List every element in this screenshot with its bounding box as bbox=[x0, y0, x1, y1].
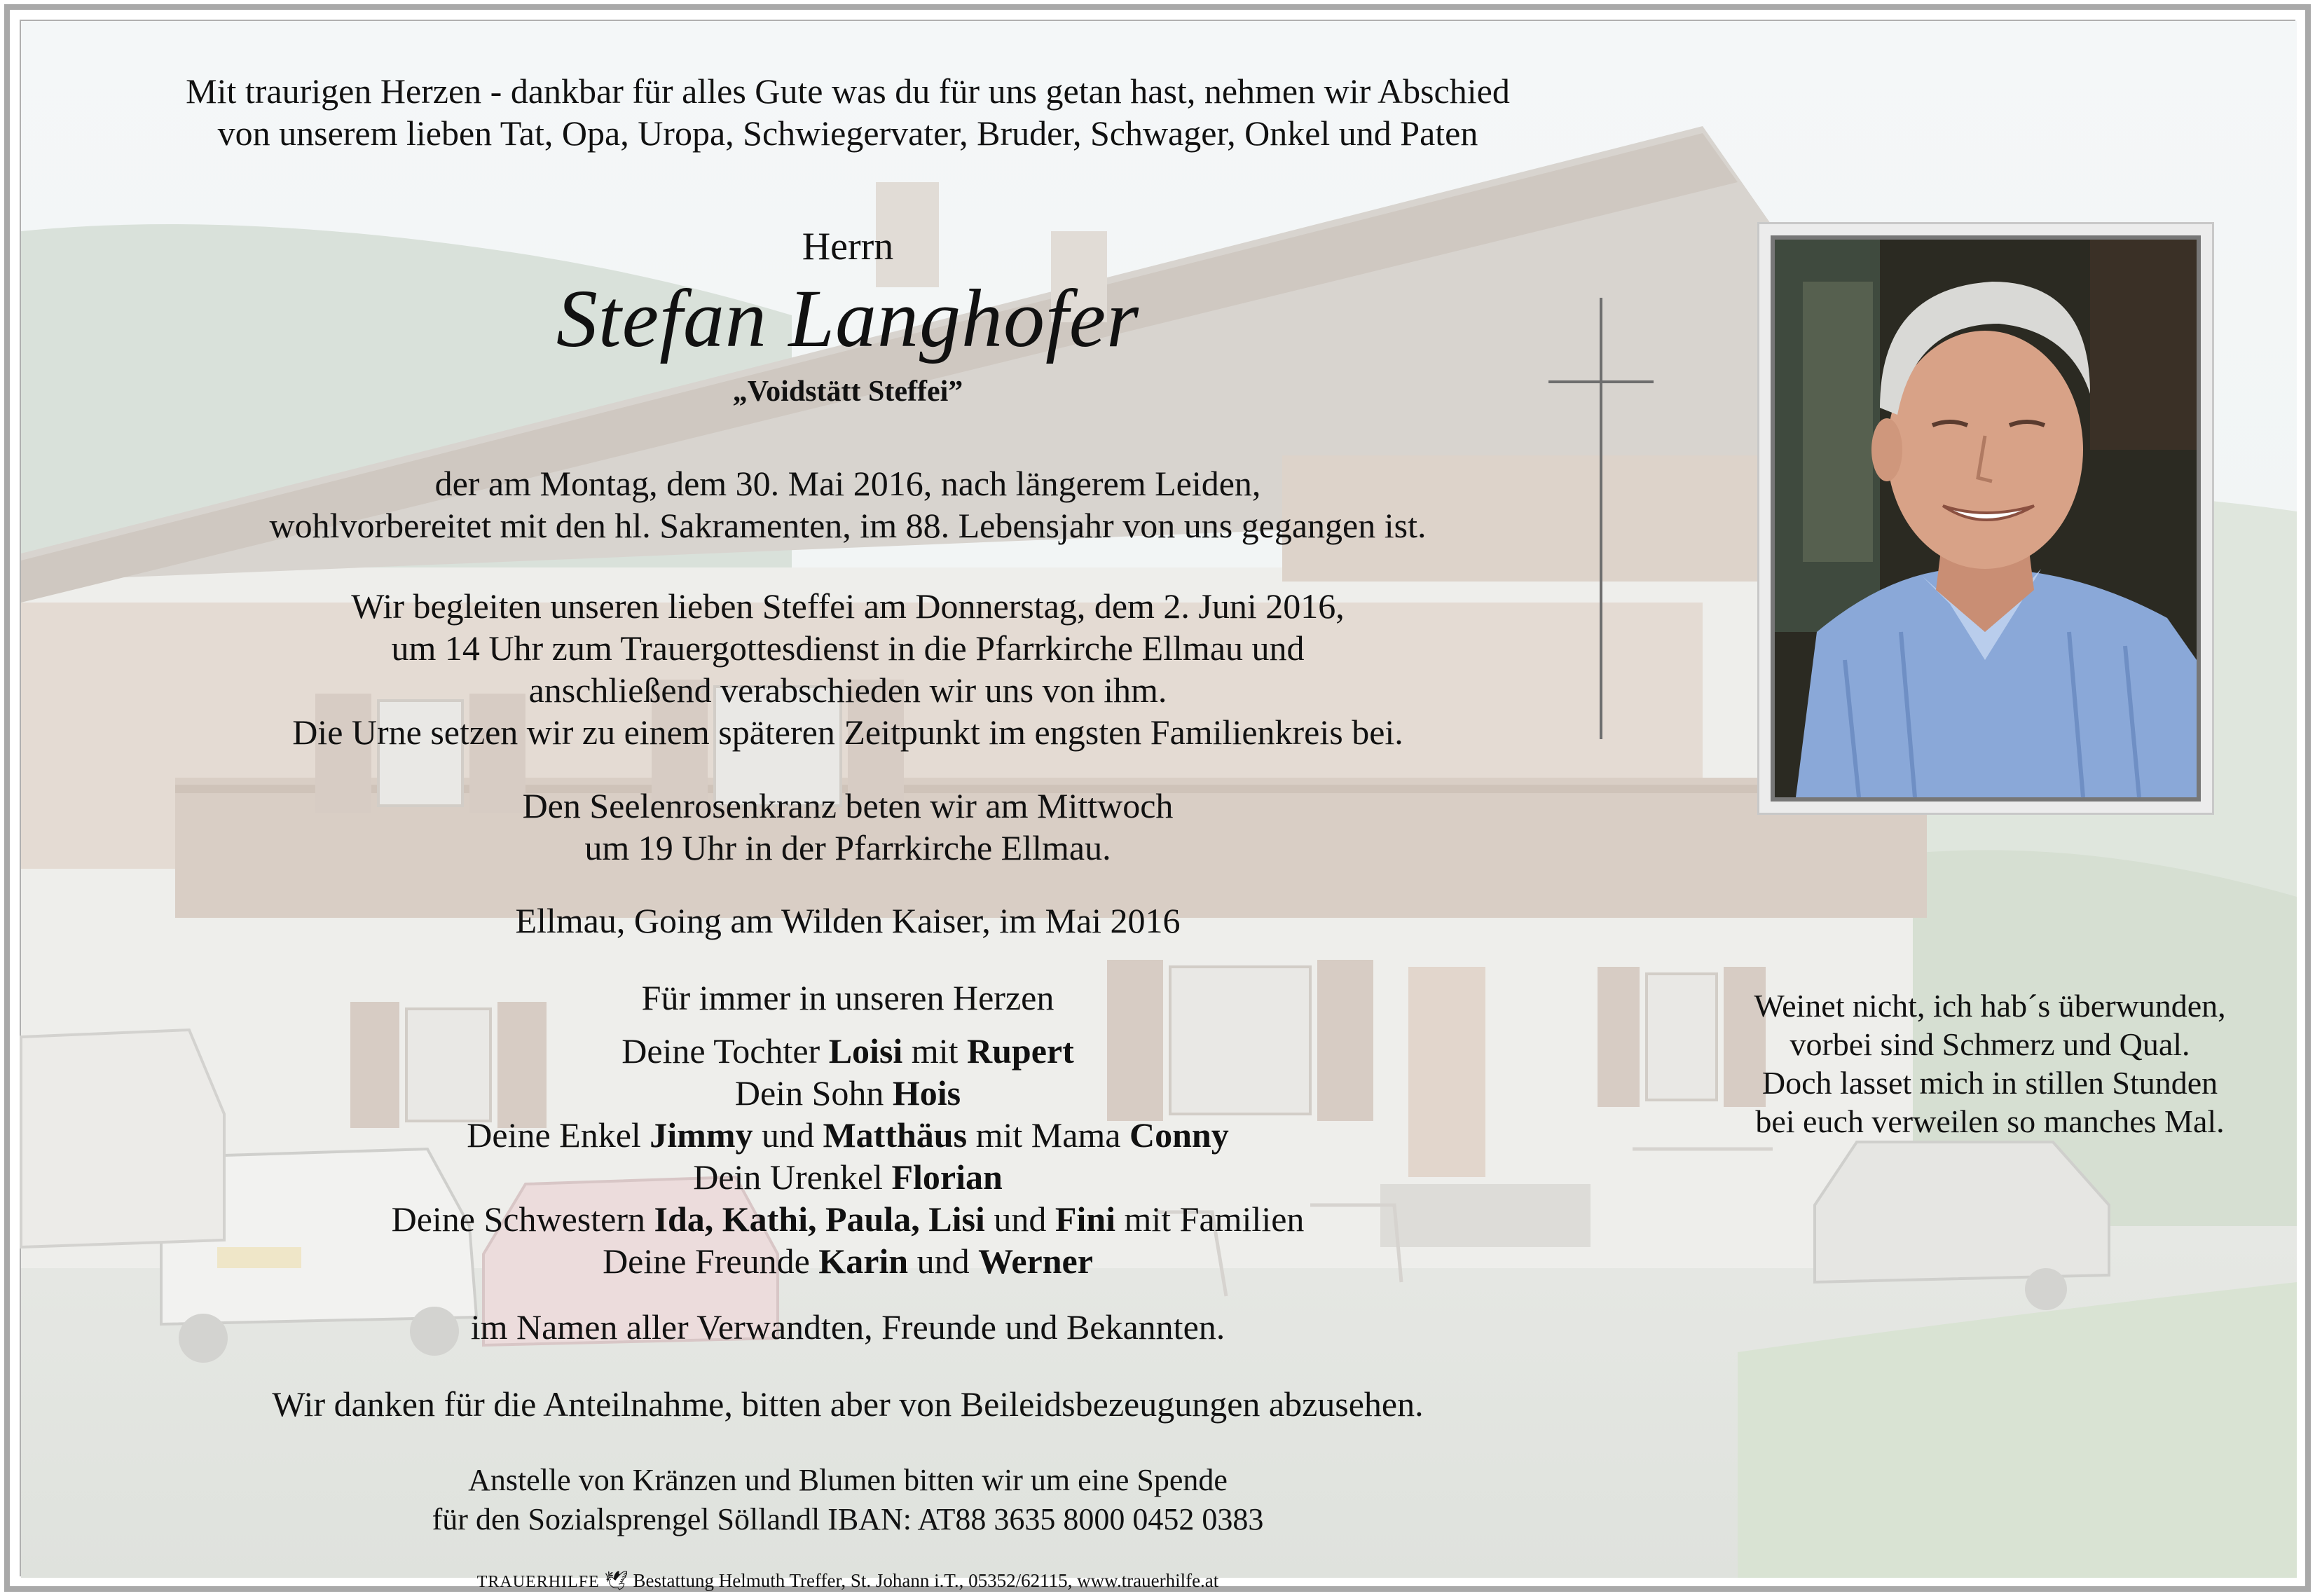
cross-icon bbox=[1548, 298, 1654, 739]
footer-contact: Bestattung Helmuth Treffer, St. Johann i.T., 05352/62115, www.trauerhilfe.at bbox=[633, 1570, 1219, 1591]
footer-undertaker bbox=[21, 1569, 1675, 1592]
death-line-1: der am Montag, dem 30. Mai 2016, nach längerem Leiden, bbox=[434, 464, 1261, 503]
donation-line-2: für den Sozialsprengel Söllandl IBAN: AT88 3635 8000 0452 0383 bbox=[432, 1502, 1264, 1536]
forever-line: Für immer in unseren Herzen bbox=[641, 978, 1055, 1017]
poem-line-3: Doch lasset mich in stillen Stunden bbox=[1761, 1065, 2218, 1101]
rosary-details bbox=[21, 785, 1675, 869]
funeral-line-4: Die Urne setzen wir zu einem späteren Zeitpunkt im engsten Familienkreis bei. bbox=[292, 713, 1403, 752]
thanks-line: Wir danken für die Anteilnahme, bitten aber von Beileidsbezeugungen abzusehen. bbox=[272, 1384, 1424, 1424]
death-line-2: wohlvorbereitet mit den hl. Sakramenten, im 88. Lebensjahr von uns gegangen ist. bbox=[269, 506, 1427, 545]
portrait-photo bbox=[1771, 235, 2201, 802]
family-line: Deine Freunde Karin und Werner bbox=[603, 1241, 1093, 1281]
intro-line-2: von unserem lieben Tat, Opa, Uropa, Schwiegervater, Bruder, Schwager, Onkel und Paten bbox=[217, 113, 1478, 153]
family-line: Deine Tochter Loisi mit Rupert bbox=[621, 1031, 1074, 1071]
deceased-name: Stefan Langhofer bbox=[556, 273, 1140, 364]
footer-brand: TRAUERHILFE bbox=[476, 1573, 600, 1591]
donation-request bbox=[21, 1461, 1675, 1539]
poem-line-4: bei euch verweilen so manches Mal. bbox=[1755, 1103, 2225, 1139]
poem bbox=[1703, 986, 2277, 1141]
rosary-line-1: Den Seelenrosenkranz beten wir am Mittwoch bbox=[522, 786, 1174, 825]
donation-line-1: Anstelle von Kränzen und Blumen bitten wir um eine Spende bbox=[468, 1463, 1228, 1497]
deceased-nickname: „Voidstätt Steffei” bbox=[732, 376, 963, 408]
death-notice bbox=[21, 462, 1675, 546]
family-line: Deine Enkel Jimmy und Matthäus mit Mama Conny bbox=[467, 1115, 1229, 1155]
intro-text bbox=[21, 70, 1675, 154]
family-line: Dein Sohn Hois bbox=[734, 1073, 961, 1113]
poem-line-2: vorbei sind Schmerz und Qual. bbox=[1790, 1026, 2190, 1062]
portrait-image bbox=[1775, 240, 2197, 797]
place-date: Ellmau, Going am Wilden Kaiser, im Mai 2016 bbox=[515, 901, 1181, 940]
dove-icon: 🕊︎ bbox=[604, 1570, 628, 1591]
salutation: Herrn bbox=[802, 225, 894, 268]
poem-line-1: Weinet nicht, ich hab´s überwunden, bbox=[1754, 988, 2226, 1024]
funeral-line-3: anschließend verabschieden wir uns von ihm. bbox=[528, 670, 1167, 710]
funeral-line-1: Wir begleiten unseren lieben Steffei am Donnerstag, dem 2. Juni 2016, bbox=[351, 586, 1345, 626]
funeral-line-2: um 14 Uhr zum Trauergottesdienst in die Pfarrkirche Ellmau und bbox=[391, 628, 1305, 668]
funeral-details bbox=[21, 585, 1675, 753]
intro-line-1: Mit traurigen Herzen - dankbar für alles Gute was du für uns getan hast, nehmen wir Abschied bbox=[186, 71, 1510, 111]
family-list bbox=[21, 1030, 1675, 1282]
relatives-line: im Namen aller Verwandten, Freunde und Bekannten. bbox=[470, 1307, 1225, 1347]
obituary-card bbox=[20, 20, 2295, 1591]
rosary-line-2: um 19 Uhr in der Pfarrkirche Ellmau. bbox=[584, 828, 1111, 867]
family-line: Deine Schwestern Ida, Kathi, Paula, Lisi und Fini mit Familien bbox=[391, 1199, 1305, 1239]
portrait-frame bbox=[1757, 222, 2214, 815]
family-line: Dein Urenkel Florian bbox=[693, 1157, 1003, 1197]
